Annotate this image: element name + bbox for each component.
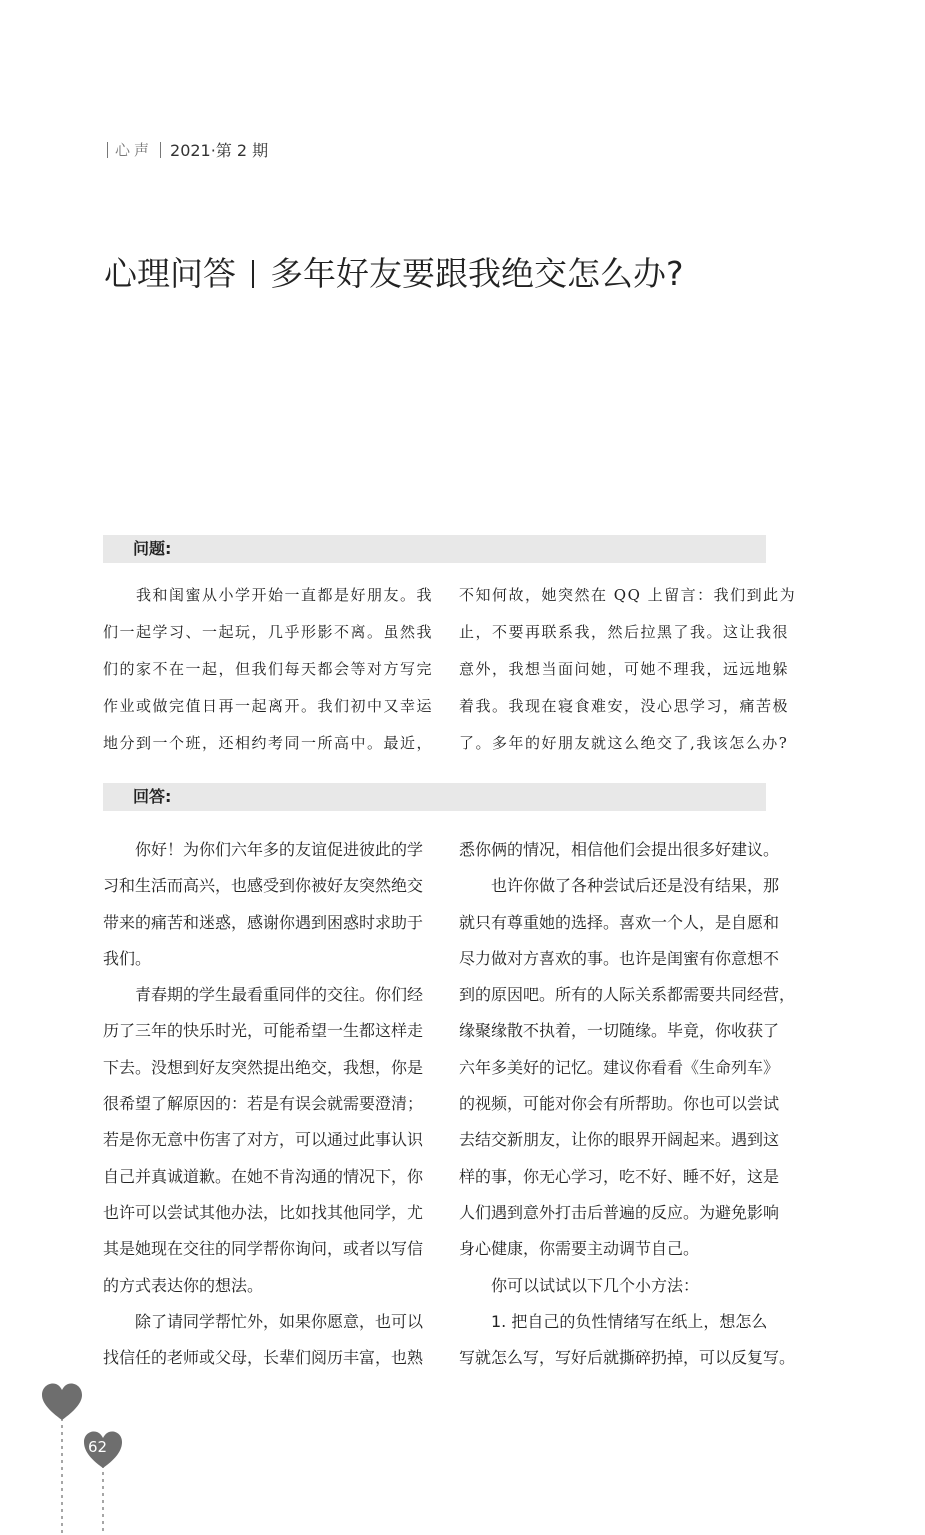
text-line: 带来的痛苦和迷惑，感谢你遇到困惑时求助于 — [103, 912, 424, 932]
text-line: 样的事，你无心学习，吃不好、睡不好，这是 — [459, 1166, 780, 1186]
text-line: 们的家不在一起，但我们每天都会等对方写完 — [103, 660, 434, 678]
text-line: 悉你俩的情况，相信他们会提出很多好建议。 — [459, 840, 780, 859]
text-line: 们一起学习、一起玩，几乎形影不离。虽然我 — [103, 623, 434, 641]
text-line: 下去。没想到好友突然提出绝交，我想，你是 — [103, 1057, 424, 1077]
text-line: 我们。 — [103, 948, 152, 968]
question-left-column — [103, 577, 433, 762]
header-divider — [160, 142, 161, 158]
answer-left-column — [103, 832, 423, 1376]
header-divider — [107, 142, 108, 158]
text-line: 尽力做对方喜欢的事。也许是闺蜜有你意想不 — [459, 948, 780, 968]
answer-right-column — [459, 832, 795, 1376]
page-number: 62 — [88, 1438, 108, 1456]
text-line: 六年多美好的记忆。建议你看看《生命列车》 — [459, 1057, 780, 1077]
text-line: 就只有尊重她的选择。喜欢一个人，是自愿和 — [459, 912, 780, 932]
question-right-column — [459, 577, 796, 762]
text-line: 找信任的老师或父母，长辈们阅历丰富，也熟 — [103, 1348, 424, 1368]
text-line: 若是你无意中伤害了对方，可以通过此事认识 — [103, 1130, 424, 1150]
section-name: 心声 — [115, 141, 154, 159]
text-line: 不知何故，她突然在 QQ 上留言：我们到此为 — [459, 586, 797, 604]
heart-decoration — [0, 1380, 140, 1535]
text-line: 的方式表达你的想法。 — [103, 1275, 264, 1295]
text-line: 很希望了解原因的：若是有误会就需要澄清； — [103, 1094, 424, 1114]
large-heart-icon — [42, 1384, 82, 1420]
text-line: 到的原因吧。所有的人际关系都需要共同经营， — [459, 985, 796, 1005]
title-headline: 多年好友要跟我绝交怎么办? — [270, 254, 684, 293]
answer-heading: 回答: — [103, 783, 766, 811]
text-line: 自己并真诚道歉。在她不肯沟通的情况下，你 — [103, 1166, 424, 1186]
text-line: 你好！为你们六年多的友谊促进彼此的学 — [103, 840, 424, 859]
text-line: 写就怎么写，写好后就撕碎扔掉，可以反复写。 — [459, 1348, 796, 1368]
article-title — [104, 248, 684, 295]
issue-label: 2021·第 2 期 — [170, 141, 269, 160]
running-header — [100, 138, 268, 161]
text-line: 也许可以尝试其他办法，比如找其他同学，尤 — [103, 1202, 424, 1222]
text-line: 青春期的学生最看重同伴的交往。你们经 — [103, 985, 424, 1005]
text-line: 着我。我现在寝食难安，没心思学习，痛苦极 — [459, 697, 790, 715]
text-line: 意外，我想当面问她，可她不理我，远远地躲 — [459, 660, 790, 678]
text-line: 去结交新朋友，让你的眼界开阔起来。遇到这 — [459, 1130, 780, 1150]
text-line: 人们遇到意外打击后普遍的反应。为避免影响 — [459, 1202, 780, 1222]
text-line: 的视频，可能对你会有所帮助。你也可以尝试 — [459, 1094, 780, 1114]
text-line: 作业或做完值日再一起离开。我们初中又幸运 — [103, 697, 434, 715]
text-line: 了。多年的好朋友就这么绝交了,我该怎么办? — [459, 734, 789, 752]
text-line: 历了三年的快乐时光，可能希望一生都这样走 — [103, 1021, 424, 1041]
text-line: 止，不要再联系我，然后拉黑了我。这让我很 — [459, 623, 790, 641]
text-line: 除了请同学帮忙外，如果你愿意，也可以 — [103, 1311, 424, 1331]
text-line: 1. 把自己的负性情绪写在纸上，想怎么 — [459, 1311, 768, 1331]
text-line: 习和生活而高兴，也感受到你被好友突然绝交 — [103, 876, 424, 896]
question-heading: 问题: — [103, 535, 766, 563]
title-separator — [252, 260, 254, 288]
text-line: 地分到一个班，还相约考同一所高中。最近， — [103, 734, 434, 752]
text-line: 其是她现在交往的同学帮你询问，或者以写信 — [103, 1239, 424, 1259]
title-category: 心理问答 — [104, 254, 236, 293]
text-line: 你可以试试以下几个小方法： — [459, 1275, 700, 1295]
text-line: 我和闺蜜从小学开始一直都是好朋友。我 — [103, 586, 434, 604]
text-line: 身心健康，你需要主动调节自己。 — [459, 1239, 700, 1259]
text-line: 缘聚缘散不执着，一切随缘。毕竟，你收获了 — [459, 1021, 780, 1041]
text-line: 也许你做了各种尝试后还是没有结果，那 — [459, 876, 780, 896]
